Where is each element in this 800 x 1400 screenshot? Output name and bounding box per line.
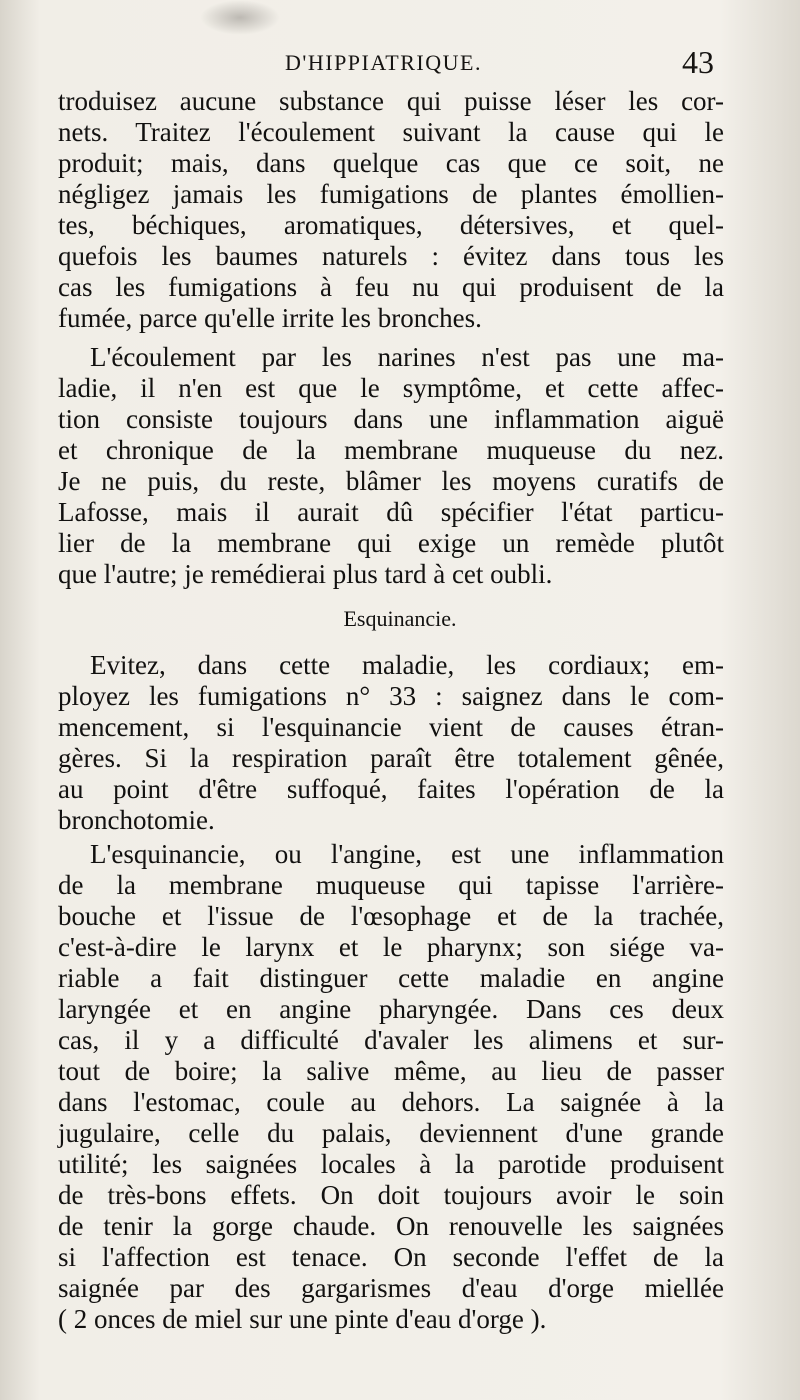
text-line: L'écoulement par les narines n'est pas une ma- bbox=[90, 342, 724, 372]
page-number: 43 bbox=[682, 44, 714, 80]
page-stain bbox=[200, 0, 280, 35]
text-line: ployez les fumigations n° 33 : saignez dans le com- bbox=[58, 681, 724, 711]
text-line: nets. Traitez l'écoulement suivant la cause qui le bbox=[58, 117, 724, 147]
page-header bbox=[0, 44, 800, 88]
text-line: si l'affection est tenace. On seconde l'effet de la bbox=[58, 1242, 724, 1272]
text-line: cas, il y a difficulté d'avaler les alimens et sur- bbox=[58, 1025, 724, 1055]
text-line: produit; mais, dans quelque cas que ce soit, ne bbox=[58, 148, 724, 178]
text-line: gères. Si la respiration paraît être totalement gênée, bbox=[58, 743, 724, 773]
text-line: tion consiste toujours dans une inflammation aiguë bbox=[58, 404, 724, 434]
text-line: fumée, parce qu'elle irrite les bronches. bbox=[58, 303, 482, 333]
text-line: négligez jamais les fumigations de plantes émollien- bbox=[58, 179, 724, 209]
text-line: mencement, si l'esquinancie vient de causes étran- bbox=[58, 712, 724, 742]
text-line: utilité; les saignées locales à la parotide produisent bbox=[58, 1149, 724, 1179]
section-heading: Esquinancie. bbox=[343, 606, 457, 631]
text-line: au point d'être suffoqué, faites l'opération de la bbox=[58, 774, 724, 804]
text-line: de la membrane muqueuse qui tapisse l'arrière- bbox=[58, 870, 724, 900]
text-line: ladie, il n'en est que le symptôme, et cette affec- bbox=[58, 373, 724, 403]
text-line: L'esquinancie, ou l'angine, est une inflammation bbox=[90, 839, 724, 869]
text-line: cas les fumigations à feu nu qui produisent de la bbox=[58, 272, 724, 302]
running-head: D'HIPPIATRIQUE. bbox=[285, 50, 482, 75]
text-line: de tenir la gorge chaude. On renouvelle les saignées bbox=[58, 1211, 724, 1241]
text-line: dans l'estomac, coule au dehors. La saignée à la bbox=[58, 1087, 724, 1117]
text-line: que l'autre; je remédierai plus tard à cet oubli. bbox=[58, 559, 553, 589]
text-line: c'est-à-dire le larynx et le pharynx; son siége va- bbox=[58, 932, 724, 962]
text-line: troduisez aucune substance qui puisse léser les cor- bbox=[58, 86, 724, 116]
text-line: tes, béchiques, aromatiques, détersives, et quel- bbox=[58, 210, 724, 240]
text-line: saignée par des gargarismes d'eau d'orge miellée bbox=[58, 1273, 724, 1303]
text-line: tout de boire; la salive même, au lieu de passer bbox=[58, 1056, 724, 1086]
text-line: ( 2 onces de miel sur une pinte d'eau d'orge ). bbox=[58, 1304, 547, 1334]
text-line: Lafosse, mais il aurait dû spécifier l'état particu- bbox=[58, 497, 724, 527]
text-line: et chronique de la membrane muqueuse du nez. bbox=[58, 435, 724, 465]
text-line: riable a fait distinguer cette maladie en angine bbox=[58, 963, 724, 993]
text-line: Je ne puis, du reste, blâmer les moyens curatifs de bbox=[58, 466, 724, 496]
text-line: bronchotomie. bbox=[58, 805, 215, 835]
text-line: de très-bons effets. On doit toujours avoir le soin bbox=[58, 1180, 724, 1210]
text-line: quefois les baumes naturels : évitez dans tous les bbox=[58, 241, 724, 271]
text-line: Evitez, dans cette maladie, les cordiaux; em- bbox=[90, 650, 724, 680]
text-line: laryngée et en angine pharyngée. Dans ces deux bbox=[58, 994, 724, 1024]
text-line: jugulaire, celle du palais, deviennent d'une grande bbox=[58, 1118, 724, 1148]
text-line: lier de la membrane qui exige un remède plutôt bbox=[58, 528, 724, 558]
text-line: bouche et l'issue de l'œsophage et de la trachée, bbox=[58, 901, 724, 931]
